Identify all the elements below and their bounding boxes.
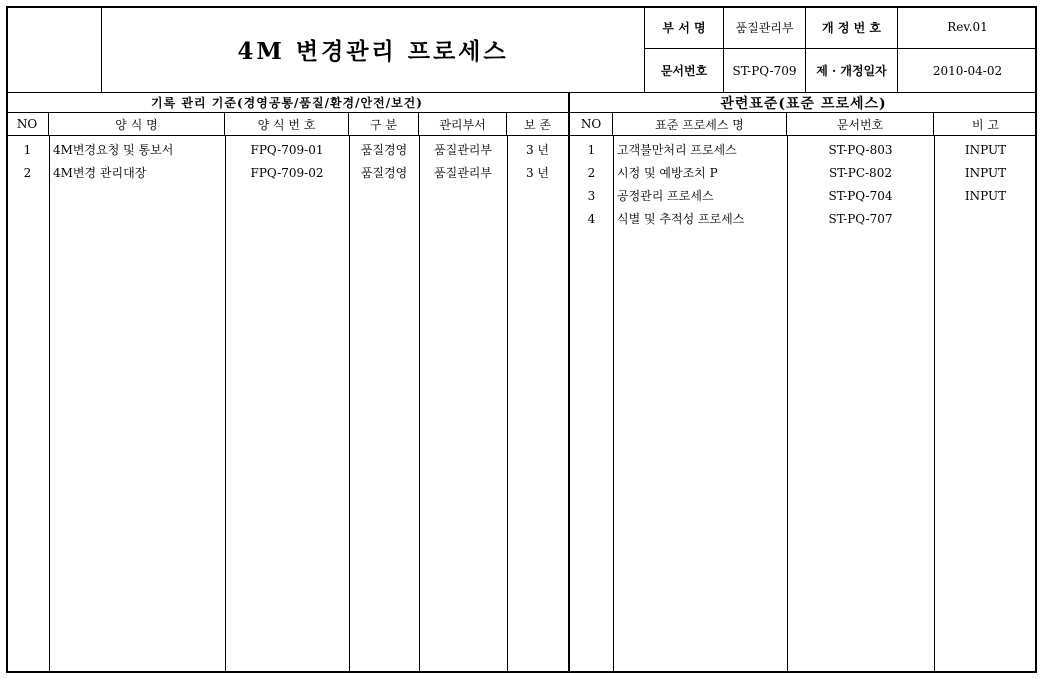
col-doc-number: 문서번호 [787,113,934,135]
standard-cell-note: INPUT [964,142,1007,157]
col-note: 비 고 [972,117,999,132]
record-cell-dept: 품질관리부 [434,166,492,180]
standard-row [570,184,1037,207]
revdate-value: 2010-04-02 [898,49,1037,93]
col-form-name: 양 식 명 [49,113,225,135]
standard-cell-doc_no: ST-PC-802 [829,165,892,180]
record-cell-type: 품질경영 [360,143,408,157]
standards-body [570,136,1037,673]
standard-cell-no: 1 [587,142,596,157]
standard-cell-note [934,207,1037,230]
standard-cell-no: 4 [587,211,596,226]
docno-value: ST-PQ-709 [724,49,806,93]
record-cell-dept: 품질관리부 [434,143,492,157]
revdate-label: 제 · 개정일자 [806,49,898,93]
revision-value: Rev.01 [898,6,1037,49]
document-title: 4M 변경관리 프로세스 [237,37,509,65]
col-process-name: 표준 프로세스 명 [613,113,787,135]
standard-cell-name: 고객불만처리 프로세스 [617,143,737,157]
record-cell-type: 품질경영 [360,166,408,180]
record-cell-form_no: FPQ-709-01 [250,142,324,157]
title-cell [102,6,645,93]
col-form-number: 양 식 번 호 [225,113,349,135]
col-dept: 관리부서 [419,113,507,135]
record-cell-no: 2 [23,165,32,180]
record-cell-retention: 3 년 [525,166,550,180]
record-cell-name: 4M변경 관리대장 [53,166,147,180]
standard-cell-name: 시정 및 예방조치 P [617,166,718,180]
standards-column-header [570,113,1037,136]
record-row [6,138,568,161]
record-row [6,161,568,184]
record-cell-no: 1 [23,142,32,157]
record-cell-retention: 3 년 [525,143,550,157]
records-section [6,93,568,673]
col-no: NO [570,113,613,135]
records-title: 기록 관리 기준(경영공통/품질/환경/안전/보건) [6,93,568,113]
record-cell-form_no: FPQ-709-02 [250,165,324,180]
revision-label: 개 정 번 호 [806,6,898,49]
standard-cell-note: INPUT [964,188,1007,203]
col-no: NO [6,113,49,135]
standard-cell-name: 식별 및 추적성 프로세스 [617,212,745,226]
standard-row [570,207,1037,230]
document-header [6,6,1037,93]
col-type: 구 분 [349,113,419,135]
col-retention: 보 존 [524,117,551,132]
dept-label: 부 서 명 [645,6,724,49]
record-cell-name: 4M변경요청 및 통보서 [53,143,174,157]
standards-section [568,93,1037,673]
standard-cell-doc_no: ST-PQ-803 [828,142,893,157]
standard-cell-doc_no: ST-PQ-704 [828,188,893,203]
standard-cell-no: 3 [587,188,596,203]
standard-cell-doc_no: ST-PQ-707 [828,211,893,226]
standard-row [570,138,1037,161]
dept-value: 품질관리부 [724,6,806,49]
records-body [6,136,568,673]
docno-label: 문서번호 [645,49,724,93]
standard-row [570,161,1037,184]
records-column-header [6,113,568,136]
standard-cell-note: INPUT [964,165,1007,180]
standard-cell-no: 2 [587,165,596,180]
standard-cell-name: 공정관리 프로세스 [617,189,714,203]
logo-cell [6,6,102,93]
standards-title: 관련표준(표준 프로세스) [570,93,1037,113]
